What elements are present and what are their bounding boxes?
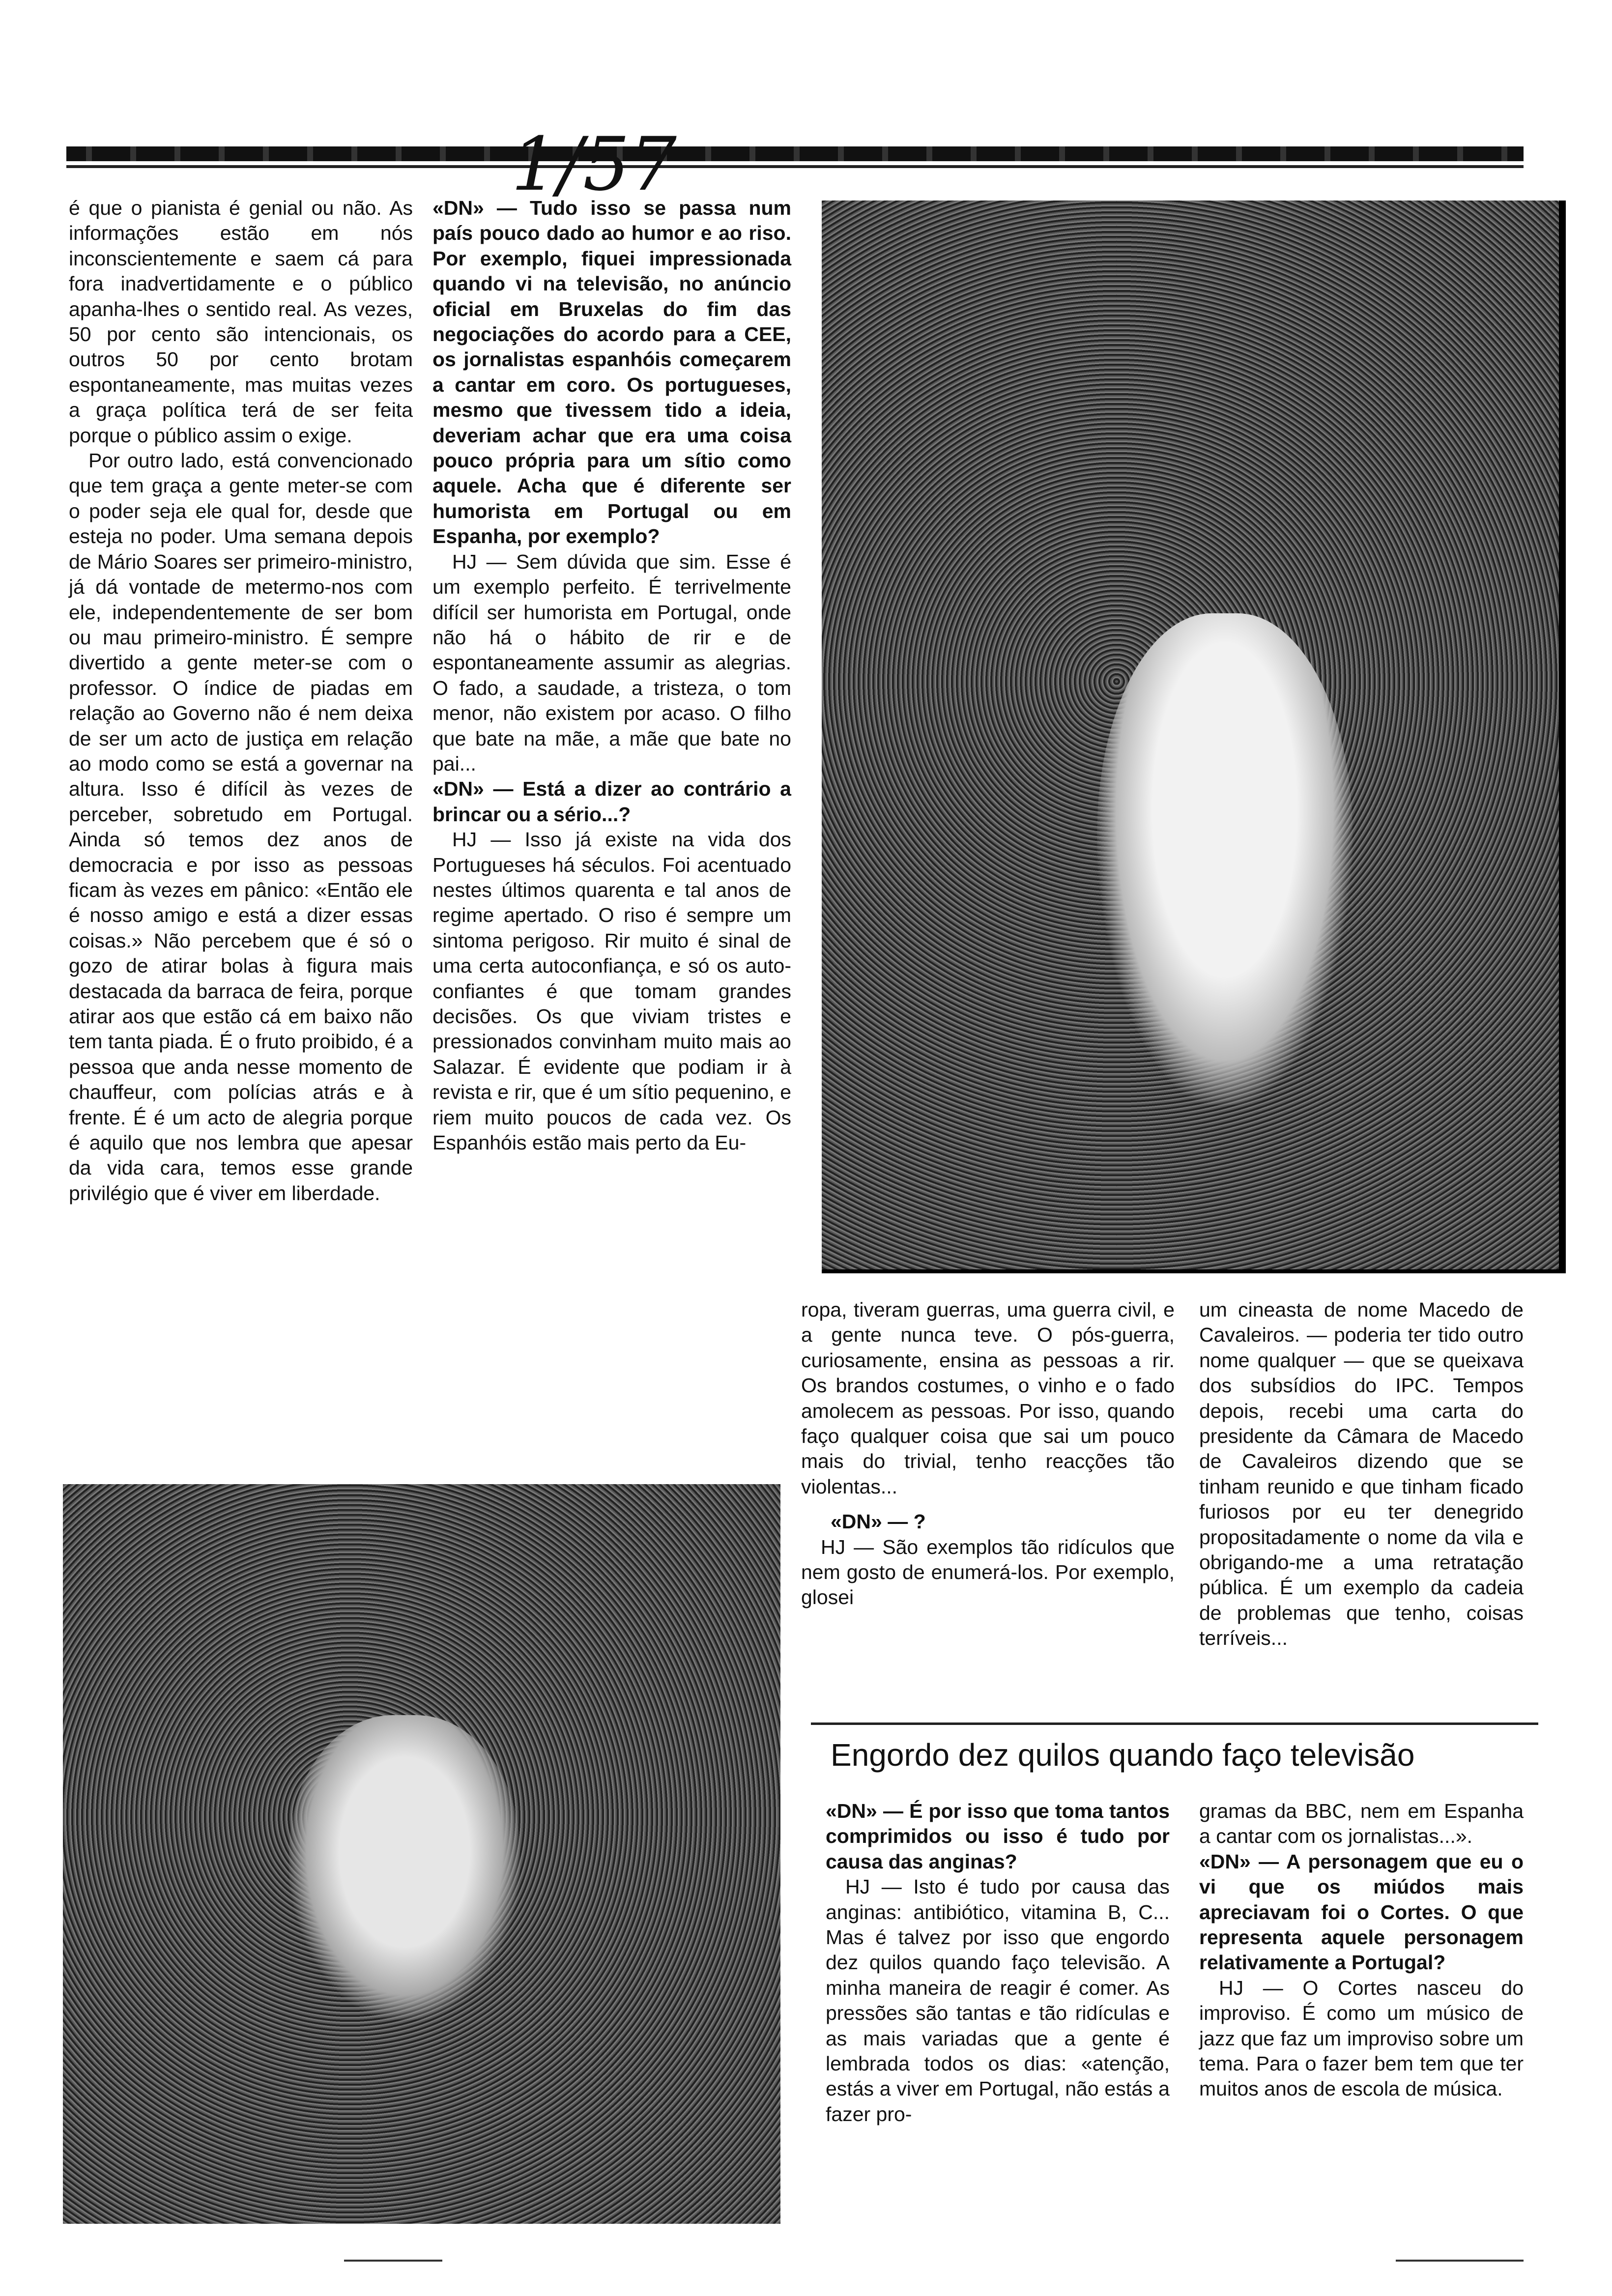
- header-rule: [66, 146, 1524, 161]
- interview-answer: HJ — Isto é tudo por causa das anginas: antibiótico, vitamina B, C... Mas é talvez por isso que engordo dez quilos quando faço televisão. A minha maneira de reagir é comer. As pressões são tantas e tão ridículas e as mais variadas que a gente é lembrada todos os dias: «atenção, estás a viver em Portugal, não estás a fazer pro-: [826, 1875, 1170, 2125]
- paragraph: um cineasta de nome Macedo de Cavaleiros. — poderia ter tido outro nome qualquer — que se queixava dos subsídios do IPC. Tempos depois, recebi uma carta do presidente da Câmara de Macedo de Cavaleiros dizendo que se tinham reunido e que tinham ficado furiosos por eu ter denegrido propositadamente o nome da vila e obrigando-me a uma retratação pública. É um exemplo da cadeia de problemas que tenho, coisas terríveis...: [1199, 1298, 1524, 1650]
- interview-question: «DN» — ?: [831, 1510, 926, 1533]
- handwritten-page-mark: 1/57: [511, 122, 677, 207]
- column-6: [1199, 1799, 1524, 2102]
- portrait-photo-woman-character: [822, 201, 1566, 1273]
- header-rule-thin: [66, 165, 1524, 168]
- paragraph: gramas da BBC, nem em Espanha a cantar com os jornalistas...».: [1199, 1800, 1524, 1848]
- interview-answer: HJ — O Cortes nasceu do improviso. É como um músico de jazz que faz um improviso sobre um tema. Para o fazer bem tem que ter muitos anos de escola de música.: [1199, 1976, 1524, 2100]
- column-1: [69, 196, 413, 1206]
- interview-question: «DN» — Tudo isso se passa num país pouco dado ao humor e ao riso. Por exemplo, fiquei impressionada quando vi na televisão, no anúncio oficial em Bruxelas do fim das negociações do acordo para a CEE, os jornalistas espanhóis começarem a cantar em coro. Os portugueses, mesmo que tivessem tido a ideia, deveriam achar que era uma coisa pouco própria para um sítio como aquele. Acha que é diferente ser humorista em Portugal ou em Espanha, por exemplo?: [432, 197, 791, 548]
- paragraph: é que o pianista é genial ou não. As informações estão em nós inconscientemente e saem cá para fora inadvertidamente e o público apanha-lhes o sentido real. As vezes, 50 por cento são intencionais, os outros 50 por cento brotam espontaneamente, mas muitas vezes a graça política terá de ser feita porque o público assim o exige.: [69, 197, 413, 447]
- column-2: [432, 196, 791, 1155]
- footer-rule: [344, 2260, 442, 2262]
- interview-answer: HJ — São exemplos tão ridículos que nem gosto de enumerá-los. Por exemplo, glosei: [801, 1535, 1175, 1609]
- interview-question: «DN» — É por isso que toma tantos comprimidos ou isso é tudo por causa das anginas?: [826, 1800, 1170, 1873]
- paragraph: ropa, tiveram guerras, uma guerra civil, e a gente nunca teve. O pós-guerra, curiosamente, ensina as pessoas a rir. Os brandos costumes, o vinho e o fado amolecem as pessoas. Por isso, quando faço qualquer coisa que sai um pouco mais do trivial, tenho reacções tão violentas...: [801, 1298, 1175, 1498]
- column-5: [826, 1799, 1170, 2127]
- interview-answer: HJ — Isso já existe na vida dos Portugueses há séculos. Foi acentuado nestes últimos quarenta e tal anos de regime apertado. O riso é sempre um sintoma perigoso. Rir muito é sinal de uma certa autoconfiança, e só os auto-confiantes é que tomam grandes decisões. Os que viviam tristes e pressionados convinham muito mais ao Salazar. É evidente que podiam ir à revista e rir, que é um sítio pequenino, e riem muito poucos de cada vez. Os Espanhóis estão mais perto da Eu-: [432, 828, 791, 1154]
- column-3: [801, 1297, 1175, 1610]
- portrait-photo-curly-hair: [63, 1484, 780, 2224]
- column-4: [1199, 1297, 1524, 1651]
- photo-face: [289, 1715, 520, 2020]
- photo-face: [1097, 613, 1353, 1105]
- interview-question: «DN» — A personagem que eu o vi que os miúdos mais apreciavam foi o Cortes. O que representa aquele personagem relativamente a Portugal?: [1199, 1850, 1524, 1974]
- footer-rule: [1396, 2260, 1524, 2262]
- interview-answer: HJ — Sem dúvida que sim. Esse é um exemplo perfeito. É terrivelmente difícil ser humorista em Portugal, onde não há o hábito de rir e de espontaneamente assumir as alegrias. O fado, a saudade, a tristeza, o tom menor, não existem por acaso. O filho que bate na mãe, a mãe que bate no pai...: [432, 550, 791, 775]
- paragraph: Por outro lado, está convencionado que tem graça a gente meter-se com o poder seja ele qual for, desde que esteja no poder. Uma semana depois de Mário Soares ser primeiro-ministro, já dá vontade de metermo-nos com ele, independentemente de ser bom ou mau primeiro-ministro. É sempre divertido a gente meter-se com o professor. O índice de piadas em relação ao Governo não é nem deixa de ser um acto de justiça em relação ao modo como se está a governar na altura. Isso é difícil às vezes de perceber, sobretudo em Portugal. Ainda só temos dez anos de democracia e por isso as pessoas ficam às vezes em pânico: «Então ele é nosso amigo e está a dizer essas coisas.» Não percebem que é só o gozo de atirar bolas à figura mais destacada da barraca de feira, porque atirar aos que estão cá em baixo não tem tanta piada. É o fruto proibido, é a pessoa que anda nesse momento de chauffeur, com polícias atrás e à frente. É é um acto de alegria porque é aquilo que nos lembra que apesar da vida cara, temos esse grande privilégio que é viver em liberdade.: [69, 449, 413, 1205]
- subhead-rule: [811, 1722, 1538, 1725]
- subheadline: Engordo dez quilos quando faço televisão: [831, 1737, 1415, 1773]
- interview-question: «DN» — Está a dizer ao contrário a brincar ou a sério...?: [432, 777, 791, 826]
